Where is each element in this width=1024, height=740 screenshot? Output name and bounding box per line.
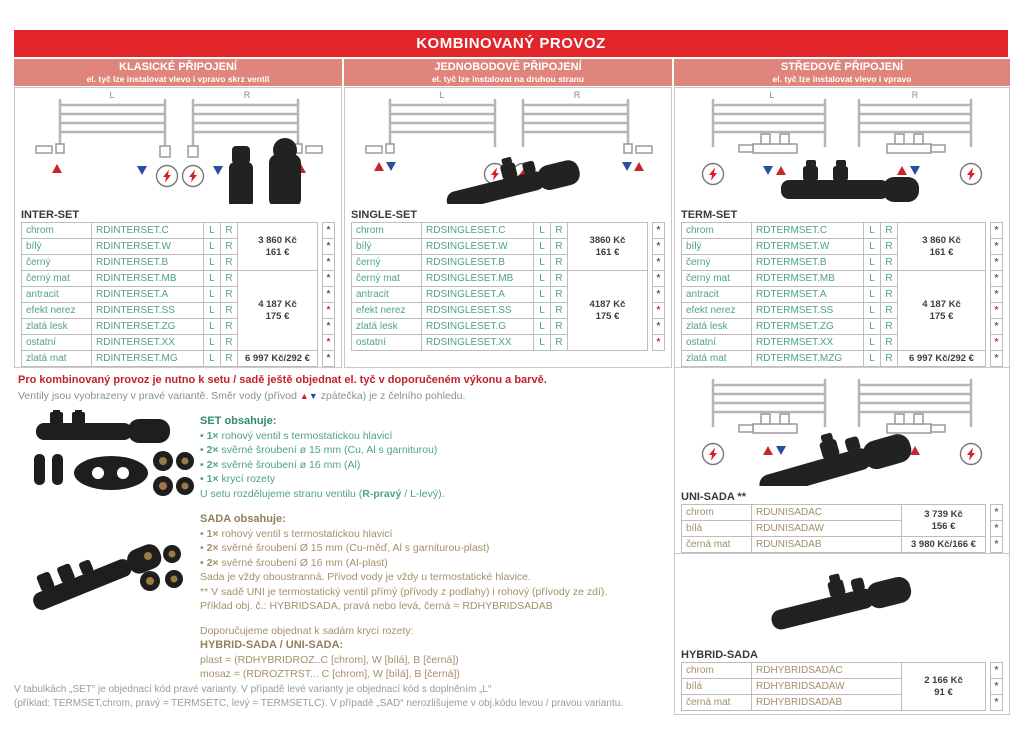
- list-item: • 1× rohový ventil s termostatickou hlavicí: [200, 527, 393, 540]
- code-cell: RDSINGLESET.MB: [422, 271, 534, 287]
- footnote-star-cell: *: [991, 335, 1003, 351]
- left-variant-cell: L: [204, 319, 221, 335]
- footnote-star-cell: *: [991, 679, 1003, 695]
- left-variant-cell: L: [534, 335, 551, 351]
- right-variant-cell: R: [881, 319, 898, 335]
- text-line: (příklad: TERMSET,chrom, pravý = TERMSETC, levý = TERMSETLC). V případě „SAD“ nerozlišujeme v obj.kódu levou / pravou variantu.: [14, 697, 624, 709]
- code-cell: RDTERMSET.W: [752, 239, 864, 255]
- footnote-star-cell: *: [991, 319, 1003, 335]
- column-title: STŘEDOVÉ PŘIPOJENÍ: [780, 61, 904, 73]
- footer-note: [14, 683, 694, 710]
- price-cell: 3 980 Kč/166 €: [902, 537, 986, 553]
- list-item: • 2× svěrné šroubení Ø 15 mm (Cu-měď, Al s garniturou-plast): [200, 542, 490, 554]
- color-cell: efekt nerez: [682, 303, 752, 319]
- panel-jednobodove: [344, 87, 672, 368]
- list-item: • 1× krycí rozety: [200, 473, 276, 485]
- code-cell: RDSINGLESET.SS: [422, 303, 534, 319]
- flow-up-arrow-icon: ▲: [299, 391, 309, 401]
- footnote-star-cell: *: [653, 255, 665, 271]
- footnote-star-cell: *: [323, 255, 335, 271]
- right-variant-cell: R: [551, 239, 568, 255]
- hybrid-sada-product-photo: [675, 554, 1009, 649]
- footnote-star-cell: *: [991, 223, 1003, 239]
- set-label-term: TERM-SET: [681, 209, 738, 221]
- code-cell: RDINTERSET.MG: [92, 351, 204, 367]
- code-cell: RDINTERSET.A: [92, 287, 204, 303]
- color-cell: černý mat: [352, 271, 422, 287]
- code-cell: RDSINGLESET.XX: [422, 335, 534, 351]
- svg-text:L: L: [769, 90, 775, 100]
- color-cell: černý: [352, 255, 422, 271]
- color-cell: bílý: [352, 239, 422, 255]
- code-cell: RDINTERSET.C: [92, 223, 204, 239]
- color-cell: bílý: [682, 239, 752, 255]
- column-header-klasicke: [14, 59, 342, 86]
- footnote-star-cell: *: [323, 223, 335, 239]
- left-variant-cell: L: [534, 319, 551, 335]
- color-cell: chrom: [682, 223, 752, 239]
- color-cell: chrom: [682, 505, 752, 521]
- left-variant-cell: L: [534, 255, 551, 271]
- code-cell: RDTERMSET.MB: [752, 271, 864, 287]
- color-cell: černý mat: [682, 271, 752, 287]
- color-cell: efekt nerez: [22, 303, 92, 319]
- diagram-jednobodove-pripojeni: [345, 88, 671, 209]
- uni-sada-table: [681, 504, 1003, 553]
- recommend-text: Doporučujeme objednat k sadám krycí rozety:: [200, 624, 414, 637]
- info-text-pre: Ventily jsou vyobrazeny v pravé variantě. Směr vody (přívod: [18, 390, 300, 402]
- price-cell: 6 997 Kč/292 €: [898, 351, 986, 367]
- footnote-star-cell: *: [653, 239, 665, 255]
- table-row: [352, 223, 665, 239]
- plast-code-line: plast = (RDHYBRIDROZ..C [chrom], W [bílá], B [černá]): [200, 653, 459, 666]
- color-cell: černá mat: [682, 695, 752, 711]
- color-cell: černá mat: [682, 537, 752, 553]
- code-cell: RDINTERSET.XX: [92, 335, 204, 351]
- column-header-jednobodove: [344, 59, 672, 86]
- left-variant-cell: L: [204, 271, 221, 287]
- footnote-star-cell: *: [991, 505, 1003, 521]
- text-line: Sada je vždy oboustranná. Přívod vody je vždy u termostatické hlavice.: [200, 571, 531, 583]
- price-cell: 3 739 Kč 156 €: [902, 505, 986, 537]
- panel-klasicke: [14, 87, 342, 368]
- footnote-star-cell: *: [653, 271, 665, 287]
- right-variant-cell: R: [551, 303, 568, 319]
- info-text: [18, 390, 673, 402]
- color-cell: chrom: [682, 663, 752, 679]
- left-variant-cell: L: [204, 351, 221, 367]
- footnote-star-cell: *: [991, 351, 1003, 367]
- right-variant-cell: R: [221, 303, 238, 319]
- code-cell: RDINTERSET.SS: [92, 303, 204, 319]
- table-row: [682, 663, 1003, 679]
- inter-set-table: [21, 222, 335, 367]
- code-cell: RDSINGLESET.G: [422, 319, 534, 335]
- column-subtitle: el. tyč lze instalovat vlevo i vpravo skrz ventil: [86, 74, 270, 84]
- right-variant-cell: R: [551, 271, 568, 287]
- left-variant-cell: L: [864, 335, 881, 351]
- color-cell: chrom: [22, 223, 92, 239]
- right-variant-cell: R: [551, 335, 568, 351]
- left-variant-cell: L: [864, 303, 881, 319]
- color-cell: bílý: [22, 239, 92, 255]
- diagram-uni-sada: [675, 368, 1009, 491]
- footnote-star-cell: *: [991, 255, 1003, 271]
- color-cell: antracit: [22, 287, 92, 303]
- footnote-star-cell: *: [323, 351, 335, 367]
- price-cell: 4 187 Kč 175 €: [898, 271, 986, 351]
- list-item: • 2× svěrné šroubení Ø 16 mm (Al-plast): [200, 556, 388, 569]
- footnote-star-cell: *: [991, 271, 1003, 287]
- left-variant-cell: L: [534, 239, 551, 255]
- price-cell: 4 187 Kč 175 €: [238, 271, 318, 351]
- right-variant-cell: R: [221, 223, 238, 239]
- column-header-stredove: [674, 59, 1010, 86]
- color-cell: ostatní: [682, 335, 752, 351]
- footnote-star-cell: *: [653, 319, 665, 335]
- color-cell: efekt nerez: [352, 303, 422, 319]
- right-variant-cell: R: [881, 335, 898, 351]
- footnote-star-cell: *: [323, 271, 335, 287]
- table-row: [22, 271, 335, 287]
- table-row: [682, 505, 1003, 521]
- left-variant-cell: L: [534, 223, 551, 239]
- code-cell: RDHYBRIDSADAC: [752, 663, 902, 679]
- color-cell: zlatá mat: [682, 351, 752, 367]
- right-variant-cell: R: [551, 223, 568, 239]
- right-variant-cell: R: [221, 287, 238, 303]
- right-variant-cell: R: [881, 255, 898, 271]
- svg-text:R: R: [911, 90, 919, 100]
- left-variant-cell: L: [204, 287, 221, 303]
- footnote-star-cell: *: [991, 663, 1003, 679]
- left-variant-cell: L: [864, 287, 881, 303]
- code-cell: RDTERMSET.MZG: [752, 351, 864, 367]
- price-cell: 3860 Kč 161 €: [568, 223, 648, 271]
- color-cell: černý: [22, 255, 92, 271]
- warning-text: Pro kombinovaný provoz je nutno k setu / sadě ještě objednat el. tyč v doporučeném výkonu a barvě.: [18, 374, 547, 386]
- color-cell: ostatní: [352, 335, 422, 351]
- code-cell: RDHYBRIDSADAW: [752, 679, 902, 695]
- left-variant-cell: L: [534, 303, 551, 319]
- code-cell: RDINTERSET.B: [92, 255, 204, 271]
- code-cell: RDTERMSET.C: [752, 223, 864, 239]
- left-variant-cell: L: [864, 255, 881, 271]
- panel-uni-sada: [674, 367, 1010, 554]
- footnote-star-cell: *: [653, 335, 665, 351]
- right-variant-cell: R: [221, 319, 238, 335]
- code-cell: RDTERMSET.B: [752, 255, 864, 271]
- color-cell: zlatá mat: [22, 351, 92, 367]
- price-cell: 3 860 Kč 161 €: [238, 223, 318, 271]
- footnote-star-cell: *: [323, 287, 335, 303]
- right-variant-cell: R: [221, 335, 238, 351]
- code-cell: RDHYBRIDSADAB: [752, 695, 902, 711]
- code-cell: RDSINGLESET.A: [422, 287, 534, 303]
- code-cell: RDSINGLESET.B: [422, 255, 534, 271]
- single-set-table: [351, 222, 665, 351]
- panel-hybrid-sada: [674, 553, 1010, 715]
- right-variant-cell: R: [551, 255, 568, 271]
- term-set-table: [681, 222, 1003, 367]
- table-row: [22, 351, 335, 367]
- footnote-star-cell: *: [653, 303, 665, 319]
- code-cell: RDINTERSET.W: [92, 239, 204, 255]
- set-label-inter: INTER-SET: [21, 209, 80, 221]
- left-variant-cell: L: [204, 303, 221, 319]
- code-cell: RDSINGLESET.C: [422, 223, 534, 239]
- sada-title: SADA obsahuje:: [200, 513, 286, 525]
- left-variant-cell: L: [864, 351, 881, 367]
- column-title: JEDNOBODOVÉ PŘIPOJENÍ: [434, 61, 582, 73]
- svg-text:R: R: [573, 90, 581, 100]
- left-variant-cell: L: [534, 271, 551, 287]
- color-cell: antracit: [352, 287, 422, 303]
- color-cell: zlatá lesk: [22, 319, 92, 335]
- color-cell: chrom: [352, 223, 422, 239]
- table-row: [682, 537, 1003, 553]
- table-row: [682, 271, 1003, 287]
- table-row: [682, 223, 1003, 239]
- right-variant-cell: R: [881, 223, 898, 239]
- footnote-star-cell: *: [991, 537, 1003, 553]
- left-variant-cell: L: [204, 239, 221, 255]
- color-cell: černý: [682, 255, 752, 271]
- color-cell: ostatní: [22, 335, 92, 351]
- mosaz-code-line: mosaz = (RDROZTRST... C [chrom], W [bílá], B [černá]): [200, 668, 460, 680]
- sada-notes: [200, 570, 675, 614]
- footnote-star-cell: *: [323, 303, 335, 319]
- list-item: • 2× svěrné šroubení ø 15 mm (Cu, Al s garniturou): [200, 444, 438, 456]
- left-variant-cell: L: [534, 287, 551, 303]
- flow-down-arrow-icon: ▼: [308, 391, 318, 401]
- code-cell: RDINTERSET.MB: [92, 271, 204, 287]
- diagram-klasicke-pripojeni: [15, 88, 341, 209]
- left-variant-cell: L: [204, 223, 221, 239]
- footnote-star-cell: *: [991, 239, 1003, 255]
- table-row: [682, 351, 1003, 367]
- color-cell: černý mat: [22, 271, 92, 287]
- price-cell: 3 860 Kč 161 €: [898, 223, 986, 271]
- left-variant-cell: L: [204, 255, 221, 271]
- right-variant-cell: R: [551, 319, 568, 335]
- code-cell: RDSINGLESET.W: [422, 239, 534, 255]
- color-cell: bílá: [682, 679, 752, 695]
- footnote-star-cell: *: [991, 287, 1003, 303]
- column-subtitle: el. tyč lze instalovat na druhou stranu: [431, 74, 585, 84]
- left-variant-cell: L: [864, 271, 881, 287]
- sada-description: [200, 512, 675, 682]
- right-variant-cell: R: [881, 271, 898, 287]
- set-description: [200, 414, 665, 501]
- right-variant-cell: R: [551, 287, 568, 303]
- set-label-single: SINGLE-SET: [351, 209, 418, 221]
- page-title: KOMBINOVANÝ PROVOZ: [14, 30, 1008, 57]
- footnote-star-cell: *: [991, 303, 1003, 319]
- footnote-star-cell: *: [323, 319, 335, 335]
- footnote-star-cell: *: [991, 521, 1003, 537]
- footnote-star-cell: *: [323, 239, 335, 255]
- right-variant-cell: R: [881, 239, 898, 255]
- code-cell: RDUNISADAW: [752, 521, 902, 537]
- svg-text:R: R: [243, 90, 251, 100]
- set-note: U setu rozdělujeme stranu ventilu (R-pravý / L-levý).: [200, 487, 445, 500]
- table-row: [352, 271, 665, 287]
- footnote-star-cell: *: [653, 223, 665, 239]
- set-label-hybrid: HYBRID-SADA: [681, 649, 758, 661]
- right-variant-cell: R: [221, 351, 238, 367]
- color-cell: zlatá lesk: [352, 319, 422, 335]
- panel-stredove: [674, 87, 1010, 368]
- text-line: ** V sadě UNI je termostatický ventil přímý (přívody z podlahy) i rohový (přívody ze zdí).: [200, 585, 608, 598]
- sada-items: [200, 527, 675, 571]
- footnote-star-cell: *: [653, 287, 665, 303]
- left-variant-cell: L: [864, 239, 881, 255]
- left-variant-cell: L: [204, 335, 221, 351]
- right-variant-cell: R: [221, 239, 238, 255]
- code-cell: RDUNISADAB: [752, 537, 902, 553]
- color-cell: bílá: [682, 521, 752, 537]
- column-title: KLASICKÉ PŘIPOJENÍ: [119, 61, 237, 73]
- left-variant-cell: L: [864, 319, 881, 335]
- set-items: [200, 429, 665, 487]
- column-subtitle: el. tyč lze instalovat vlevo i vpravo: [772, 74, 912, 84]
- recommend-title: HYBRID-SADA / UNI-SADA:: [200, 639, 344, 651]
- text-line: Příklad obj. č.: HYBRIDSADA, pravá nebo levá, černá = RDHYBRIDSADAB: [200, 600, 553, 612]
- right-variant-cell: R: [881, 303, 898, 319]
- code-cell: RDINTERSET.ZG: [92, 319, 204, 335]
- svg-text:L: L: [109, 90, 115, 100]
- code-cell: RDTERMSET.A: [752, 287, 864, 303]
- set-label-uni: UNI-SADA **: [681, 491, 746, 503]
- code-cell: RDTERMSET.ZG: [752, 319, 864, 335]
- footnote-star-cell: *: [991, 695, 1003, 711]
- sada-product-photo: [16, 518, 194, 635]
- color-cell: antracit: [682, 287, 752, 303]
- code-cell: RDTERMSET.XX: [752, 335, 864, 351]
- price-cell: 4187 Kč 175 €: [568, 271, 648, 351]
- code-cell: RDUNISADAC: [752, 505, 902, 521]
- right-variant-cell: R: [221, 255, 238, 271]
- price-cell: 2 166 Kč 91 €: [902, 663, 986, 711]
- svg-text:L: L: [439, 90, 445, 100]
- list-item: • 1× rohový ventil s termostatickou hlavicí: [200, 429, 393, 442]
- left-variant-cell: L: [864, 223, 881, 239]
- price-cell: 6 997 Kč/292 €: [238, 351, 318, 367]
- list-item: • 2× svěrné šroubení ø 16 mm (Al): [200, 458, 361, 471]
- footnote-star-cell: *: [323, 335, 335, 351]
- right-variant-cell: R: [881, 287, 898, 303]
- set-title: SET obsahuje:: [200, 415, 277, 427]
- table-row: [22, 223, 335, 239]
- color-cell: zlatá lesk: [682, 319, 752, 335]
- hybrid-sada-table: [681, 662, 1003, 711]
- right-variant-cell: R: [881, 351, 898, 367]
- set-product-photo: [16, 410, 194, 515]
- right-variant-cell: R: [221, 271, 238, 287]
- code-cell: RDTERMSET.SS: [752, 303, 864, 319]
- text-line: V tabulkách „SET“ je objednací kód pravé varianty. V případě levé varianty je objednací kód s doplněním „L“: [14, 684, 492, 695]
- info-text-post: zpátečka) je z čelního pohledu.: [317, 390, 466, 402]
- diagram-stredove-pripojeni: [675, 88, 1009, 209]
